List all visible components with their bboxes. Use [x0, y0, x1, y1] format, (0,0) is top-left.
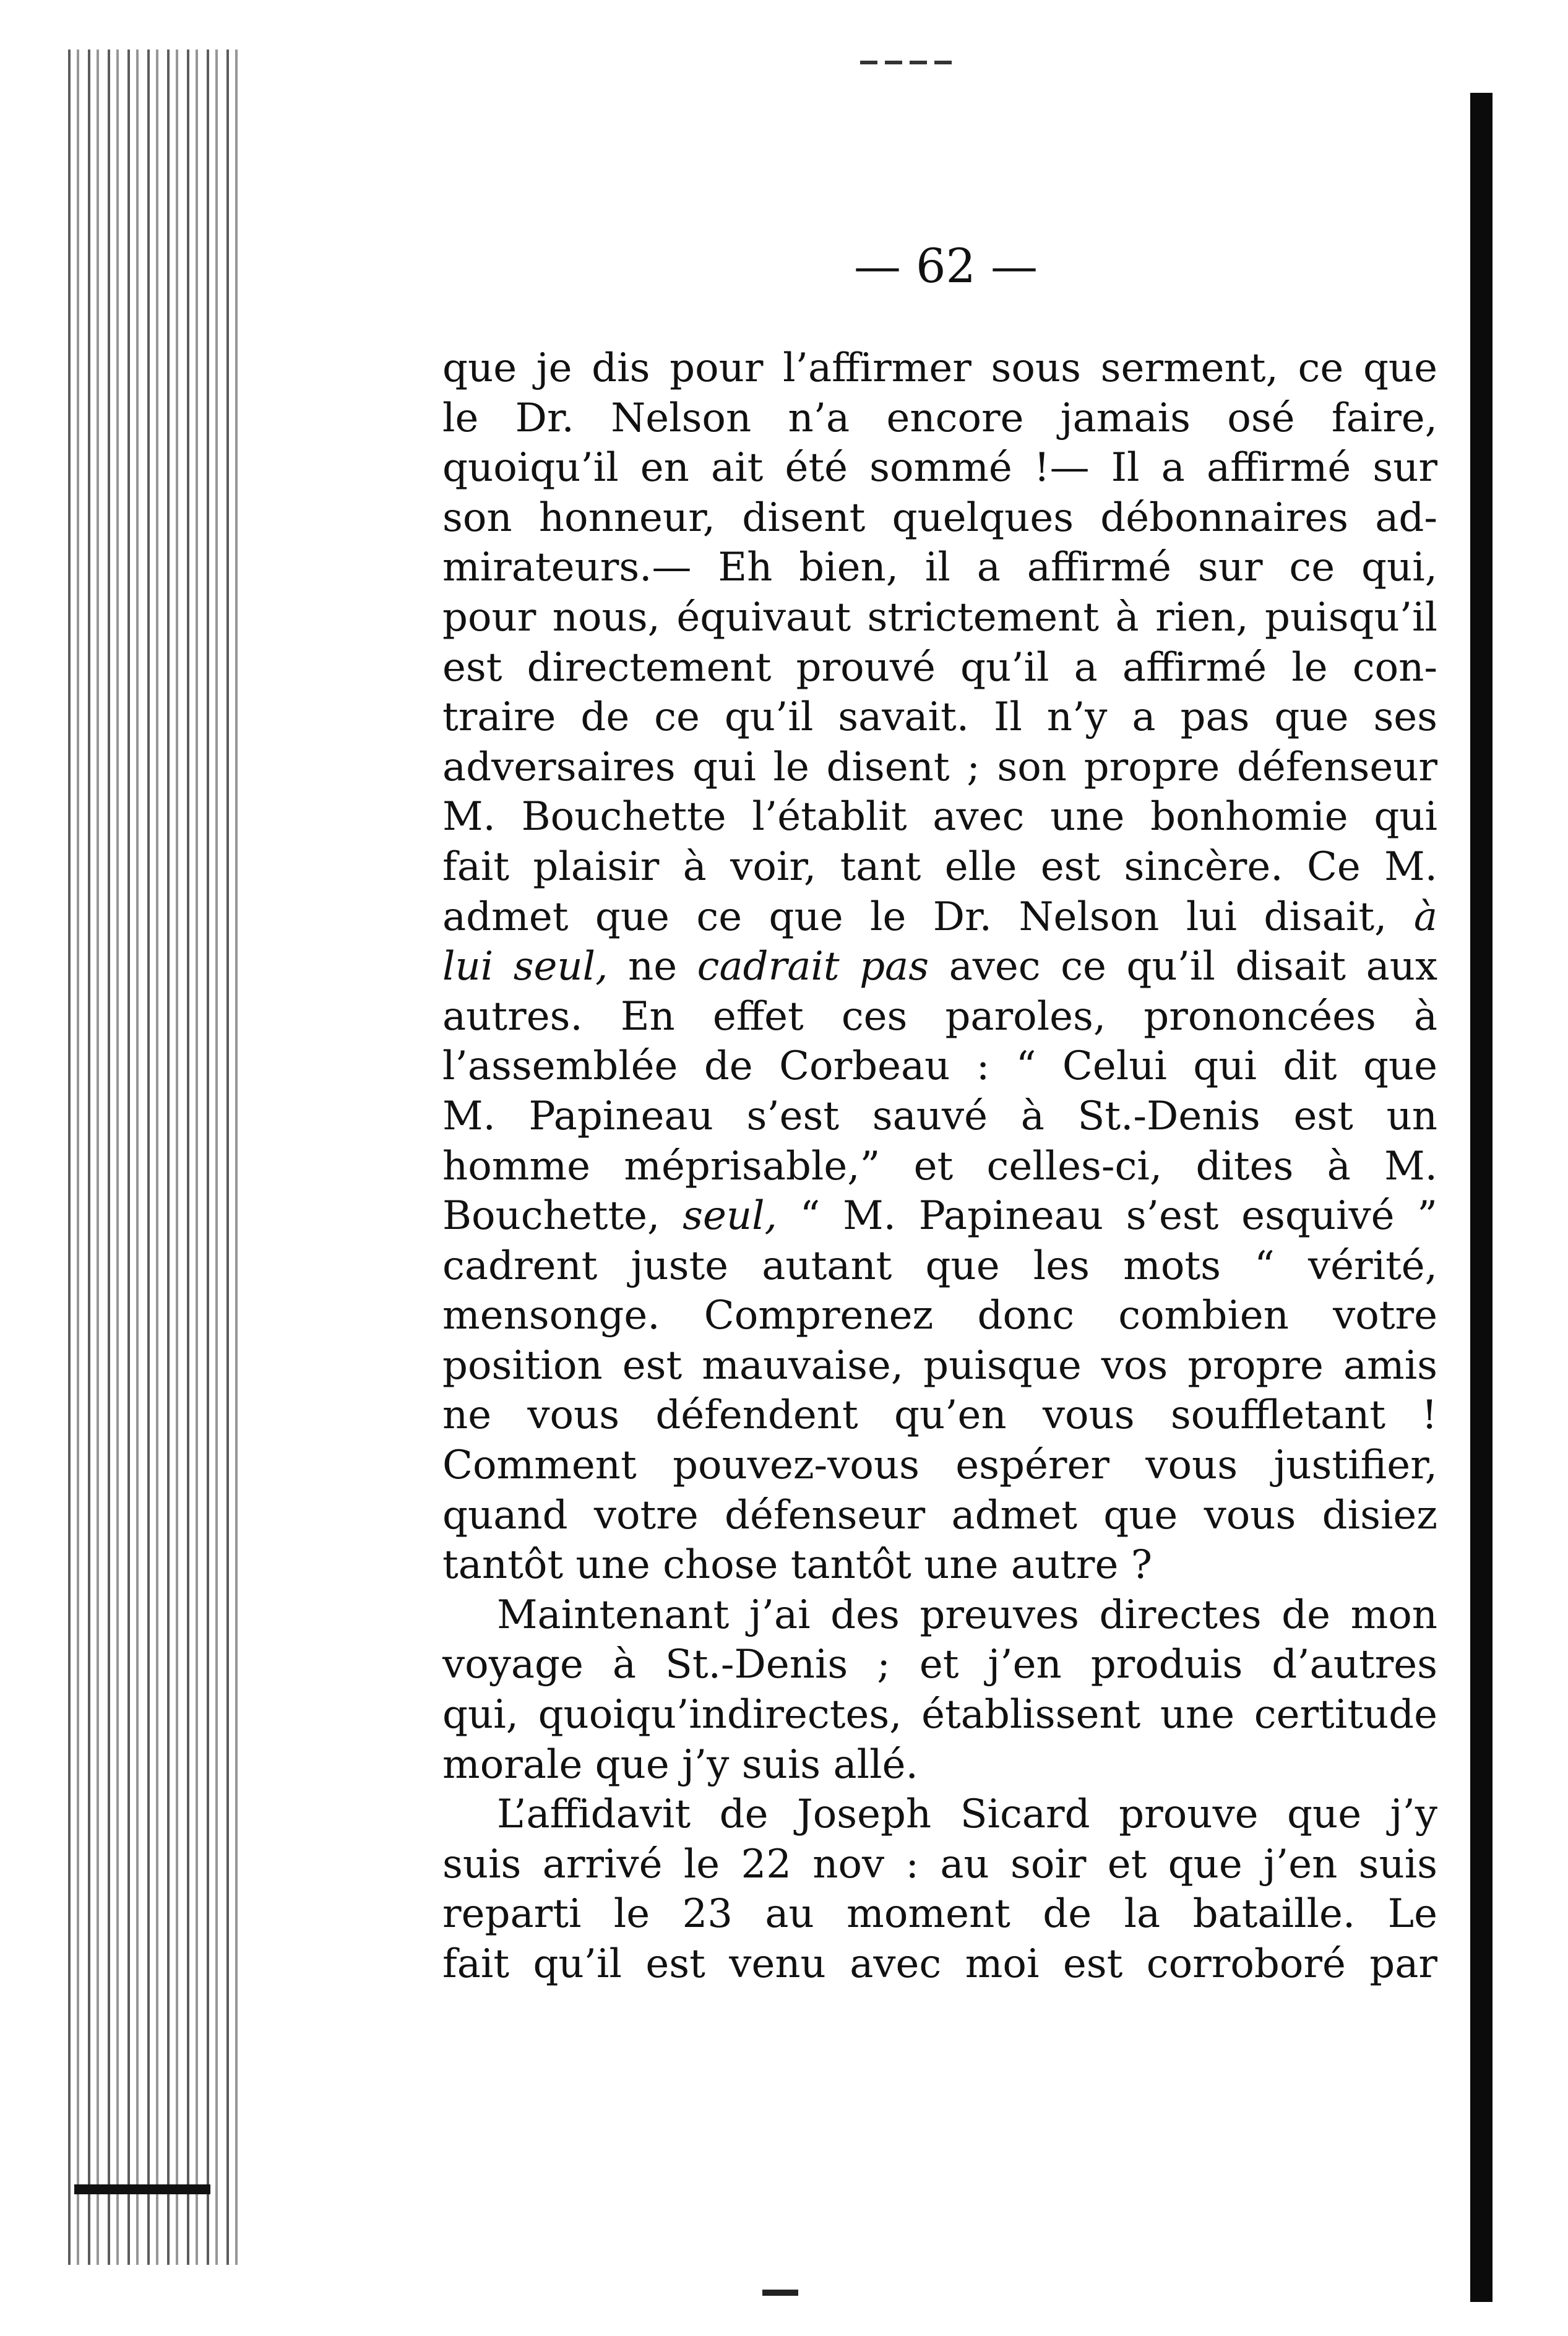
italic-run: seul,: [683, 1193, 777, 1239]
page-number: — 62 —: [854, 238, 1038, 293]
book-binding-shadow: [68, 50, 241, 2265]
text-line: [442, 892, 1437, 942]
text-line: M. Bouchette l’établit avec une bonhomie qui: [442, 794, 1437, 840]
text-line: est directement prouvé qu’il a affirmé le con-: [442, 644, 1437, 691]
top-dash-mark: [860, 61, 953, 64]
text-run: admet que ce que le Dr. Nelson lui disait,: [442, 894, 1414, 940]
text-line: Comment pouvez-vous espérer vous justifier,: [442, 1442, 1437, 1489]
italic-run: cadrait pas: [697, 944, 929, 990]
italic-run: lui seul,: [442, 944, 608, 990]
text-line: M. Papineau s’est sauvé à St.-Denis est un: [442, 1093, 1437, 1139]
text-line: homme méprisable,” et celles-ci, dites à M.: [442, 1143, 1437, 1189]
text-line: adversaires qui le disent ; son propre défenseur: [442, 744, 1437, 790]
text-line: [442, 1191, 1437, 1241]
text-line: le Dr. Nelson n’a encore jamais osé faire,: [442, 395, 1437, 441]
binding-edge-mark: [74, 2184, 210, 2194]
text-line: qui, quoiqu’indirectes, établissent une certitude: [442, 1692, 1437, 1738]
text-line: L’affidavit de Joseph Sicard prouve que j’y: [497, 1791, 1437, 1838]
text-line: quoiqu’il en ait été sommé !— Il a affirmé sur: [442, 445, 1437, 491]
text-run: ne: [608, 944, 697, 990]
text-line: suis arrivé le 22 nov : au soir et que j’en suis: [442, 1841, 1437, 1887]
body-text: [442, 343, 1437, 1989]
text-line: fait qu’il est venu avec moi est corroboré par: [442, 1941, 1437, 1987]
text-line: pour nous, équivaut strictement à rien, puisqu’il: [442, 594, 1437, 640]
right-margin-bar: [1470, 93, 1493, 2302]
text-line: voyage à St.-Denis ; et j’en produis d’autres: [442, 1642, 1437, 1688]
text-line: son honneur, disent quelques débonnaires ad-: [442, 494, 1437, 541]
text-line: mensonge. Comprenez donc combien votre: [442, 1293, 1437, 1339]
text-run: Bouchette,: [442, 1193, 683, 1239]
text-line: position est mauvaise, puisque vos propre amis: [442, 1342, 1437, 1389]
text-line: mirateurs.— Eh bien, il a affirmé sur ce qui,: [442, 545, 1437, 591]
italic-run: à: [1413, 894, 1437, 940]
text-line: [442, 942, 1437, 992]
text-line: quand votre défenseur admet que vous disiez: [442, 1492, 1437, 1538]
text-line: ne vous défendent qu’en vous souffletant !: [442, 1392, 1437, 1439]
text-line: reparti le 23 au moment de la bataille. Le: [442, 1891, 1437, 1937]
text-line: que je dis pour l’affirmer sous serment, ce que: [442, 345, 1437, 391]
text-line: Maintenant j’ai des preuves directes de mon: [497, 1592, 1437, 1638]
text-line: morale que j’y suis allé.: [442, 1741, 918, 1788]
text-line: fait plaisir à voir, tant elle est sincère. Ce M.: [442, 843, 1437, 890]
text-line: l’assemblée de Corbeau : “ Celui qui dit que: [442, 1043, 1437, 1090]
text-run: avec ce qu’il disait aux: [929, 944, 1438, 990]
text-line: autres. En effet ces paroles, prononcées à: [442, 993, 1437, 1040]
text-line: traire de ce qu’il savait. Il n’y a pas que ses: [442, 694, 1437, 741]
bottom-ink-mark: [762, 2290, 798, 2296]
text-run: “ M. Papineau s’est esquivé ”: [777, 1193, 1438, 1239]
text-line: cadrent juste autant que les mots “ vérité,: [442, 1243, 1437, 1289]
text-line: tantôt une chose tantôt une autre ?: [442, 1542, 1152, 1588]
